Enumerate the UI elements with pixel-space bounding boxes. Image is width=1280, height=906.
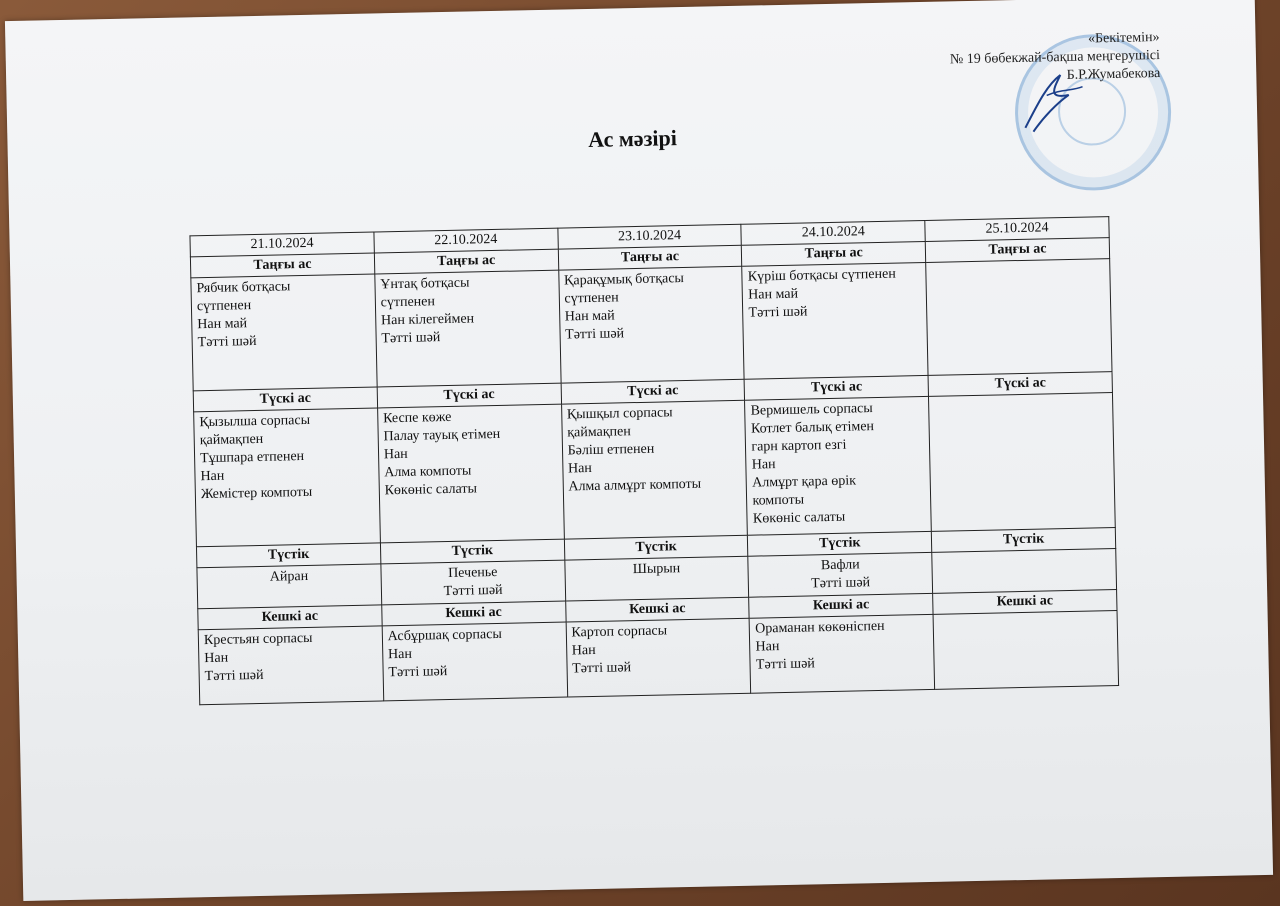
dish: Тәтті шәй (388, 664, 448, 681)
meal-label-breakfast: Таңғы ас (558, 245, 742, 270)
dish: Тәтті шәй (755, 656, 815, 673)
meal-label-dinner: Кешкі ас (933, 590, 1117, 615)
dish: Қышқыл сорпасы (566, 405, 673, 423)
menu-cell-empty (926, 259, 1112, 376)
dish: қаймақпен (199, 431, 264, 449)
dish: Кеспе көже (382, 409, 452, 427)
page-title: Ас мәзірі (587, 125, 678, 152)
meal-label-lunch: Түскі ас (377, 383, 561, 408)
breakfast-row (191, 259, 1112, 391)
menu-sheet (5, 0, 1273, 901)
dish: Ұнтақ ботқасы (380, 275, 470, 293)
dish: Картоп сорпасы (571, 623, 668, 641)
approval-line-2: № 19 бөбекжай-бақша меңгерушісі (949, 48, 1161, 68)
dish: Нан май (564, 308, 615, 325)
date-header: 21.10.2024 (190, 232, 374, 257)
lunch-row (194, 393, 1116, 547)
dish: Күріш ботқасы сүтпенен (747, 266, 896, 285)
dish: сүтпенен (564, 290, 619, 307)
dish: Асбұршақ сорпасы (387, 626, 502, 645)
meal-label-breakfast: Таңғы ас (374, 249, 558, 274)
dish: Көкөніс салаты (384, 481, 478, 499)
dish: Печенье (447, 564, 498, 582)
dish: Нан (571, 642, 596, 659)
dish: Тәтті шәй (443, 582, 503, 600)
menu-cell (194, 408, 381, 547)
dish: Нан (383, 446, 408, 463)
dish: Нан (751, 457, 776, 473)
dish: Тәтті шәй (572, 660, 632, 677)
menu-cell (745, 396, 932, 535)
dish: Шырын (632, 561, 681, 578)
dish: компоты (752, 492, 805, 509)
dish: Нан (387, 646, 413, 663)
meal-label-dinner: Кешкі ас (749, 593, 933, 618)
menu-cell (197, 564, 382, 609)
dish: Нан (567, 460, 592, 477)
dish: Бәліш етпенен (567, 441, 655, 459)
meal-label-lunch: Түскі ас (561, 379, 745, 404)
date-header: 22.10.2024 (374, 228, 558, 253)
menu-cell (377, 404, 564, 543)
dish: Нан май (197, 316, 248, 333)
menu-cell (564, 556, 749, 601)
dish: Қызылша сорпасы (199, 412, 311, 431)
menu-cell (748, 552, 933, 597)
meal-label-dinner: Кешкі ас (565, 597, 749, 622)
dish: Нан (204, 650, 229, 667)
dish: қаймақпен (567, 424, 631, 441)
meal-label-breakfast: Таңғы ас (742, 241, 926, 266)
dish: Алма алмұрт компоты (568, 476, 702, 495)
dish: Алмұрт қара өрік (751, 473, 857, 491)
menu-cell (561, 400, 748, 539)
dish: Нан май (748, 286, 799, 303)
dish: Тәтті шәй (197, 333, 257, 351)
dish: Тәтті шәй (381, 330, 441, 347)
dish: Палау тауық етімен (383, 426, 501, 445)
dish: Ораманан көкөніспен (755, 618, 885, 637)
dish: Нан кілегеймен (380, 311, 475, 329)
meal-label-dinner: Кешкі ас (382, 601, 566, 626)
approval-block (899, 29, 1160, 88)
menu-cell (375, 270, 561, 387)
dish: Рябчик ботқасы (196, 279, 291, 297)
meal-label-snack: Түстік (380, 539, 564, 564)
dish: Крестьян сорпасы (203, 630, 313, 649)
menu-cell (191, 274, 377, 391)
date-header: 25.10.2024 (925, 217, 1109, 242)
menu-cell-empty (929, 393, 1116, 532)
meal-label-breakfast: Таңғы ас (925, 238, 1109, 263)
dish: Қарақұмық ботқасы (563, 271, 685, 289)
dish: Алма компоты (384, 463, 472, 481)
dish: Вафли (820, 557, 860, 574)
meal-label-snack: Түстік (931, 528, 1115, 553)
menu-cell-empty (933, 611, 1118, 690)
menu-cell (566, 618, 751, 697)
dish: гарн картоп езгі (751, 437, 847, 455)
dish: Айран (269, 568, 309, 585)
dish: Тәтті шәй (748, 304, 808, 321)
dish: Вермишель сорпасы (750, 401, 873, 419)
dish: Тәтті шәй (204, 667, 264, 685)
meal-label-snack: Түстік (748, 531, 932, 556)
dish: Котлет балық етімен (750, 419, 875, 437)
meal-label-lunch: Түскі ас (744, 375, 928, 400)
menu-table (189, 216, 1119, 705)
dish: Тәтті шәй (565, 326, 625, 343)
meal-label-dinner: Кешкі ас (198, 605, 382, 630)
dish: Нан (755, 639, 780, 655)
meal-label-snack: Түстік (196, 543, 380, 568)
menu-cell (198, 626, 383, 705)
dish: Нан (200, 468, 225, 485)
date-header: 23.10.2024 (557, 224, 741, 249)
meal-label-snack: Түстік (564, 535, 748, 560)
date-header: 24.10.2024 (741, 220, 925, 245)
dish: Тұшпара етпенен (199, 449, 305, 467)
menu-cell-empty (932, 549, 1117, 594)
approval-line-1: «Бекітемін» (1087, 30, 1160, 47)
menu-cell (558, 266, 744, 383)
dish: Тәтті шәй (811, 575, 871, 592)
meal-label-lunch: Түскі ас (928, 372, 1112, 397)
dish: сүтпенен (380, 294, 436, 311)
menu-cell (749, 614, 934, 693)
dish: Жемістер компоты (200, 484, 313, 503)
menu-cell (382, 622, 567, 701)
menu-cell (381, 560, 566, 605)
meal-label-lunch: Түскі ас (193, 387, 377, 412)
dish: сүтпенен (196, 298, 252, 315)
menu-cell (742, 262, 928, 379)
approval-line-3: Б.Р.Жумабекова (1066, 66, 1161, 83)
dish: Көкөніс салаты (752, 509, 846, 527)
meal-label-breakfast: Таңғы ас (190, 253, 374, 278)
